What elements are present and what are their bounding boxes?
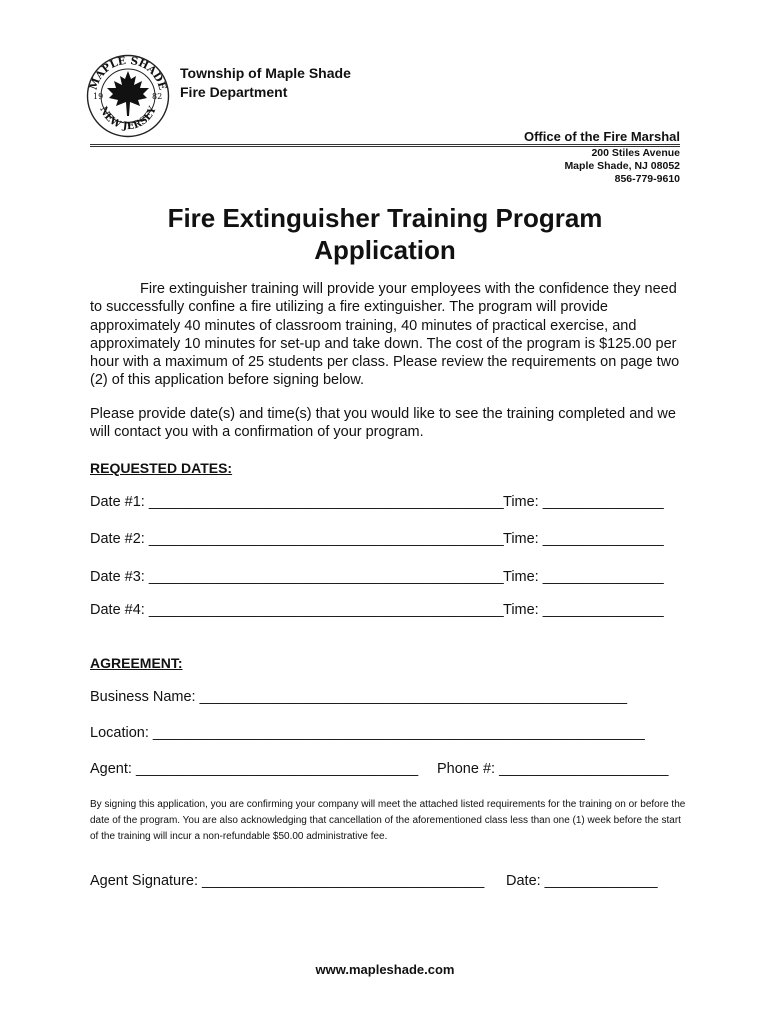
intro-paragraph: Fire extinguisher training will provide your employees with the confidence they need to successfully confine a fire utilizing a fire extinguisher. The program will provide approximately 40 minutes of classroom training, 40 minutes of practical exercise, and approximately 10 minutes for set-up and take down. The cost of the program is $125.00 per hour with a maximum of 25 students per class. Please review the requirements on page two (2) of this application before signing below. [90,281,680,389]
agent-signature-field[interactable]: Agent Signature: ___________________________________ [90,873,485,889]
phone-field[interactable]: Phone #: _____________________ [437,761,669,777]
date-4-field[interactable]: Date #4: ____________________________________________ [90,602,504,618]
date-1-field[interactable]: Date #1: ____________________________________________ [90,494,504,510]
requested-dates-heading: REQUESTED DATES: [90,460,233,476]
title-line-2: Application [314,235,456,265]
business-name-field[interactable]: Business Name: _____________________________________________________ [90,689,628,705]
time-4-field[interactable]: Time: _______________ [503,602,664,618]
township-name: Township of Maple Shade [180,65,351,81]
footer-website: www.mapleshade.com [315,962,455,977]
address-city: Maple Shade, NJ 08052 [564,160,680,172]
signature-date-field[interactable]: Date: ______________ [506,873,658,889]
title-line-1: Fire Extinguisher Training Program [167,203,603,233]
seal-top-text: MAPLE SHADE [87,54,169,92]
seal-bottom-text: NEW JERSEY [97,104,159,133]
department-name: Fire Department [180,84,288,100]
township-seal [86,54,170,138]
time-2-field[interactable]: Time: _______________ [503,531,664,547]
office-address [564,147,680,186]
address-street: 200 Stiles Avenue [591,147,680,159]
page-title [90,202,680,266]
location-field[interactable]: Location: _____________________________________________________________ [90,725,645,741]
time-3-field[interactable]: Time: _______________ [503,569,664,585]
seal-left-digit: 19 [93,92,104,101]
agreement-heading: AGREEMENT: [90,655,183,671]
request-paragraph: Please provide date(s) and time(s) that you would like to see the training completed and we will contact you with a confirmation of your program. [90,406,676,441]
agreement-fine-print: By signing this application, you are confirming your company will meet the attached listed requirements for the training on or before the date of the program. You are also acknowledging that cancellation of the aforementioned class less than one (1) week before the start of the training will incur a non-refundable $50.00 administrative fee. [90,799,686,842]
date-2-field[interactable]: Date #2: ____________________________________________ [90,531,504,547]
agent-field[interactable]: Agent: ___________________________________ [90,761,419,777]
date-3-field[interactable]: Date #3: ____________________________________________ [90,569,504,585]
address-phone: 856-779-9610 [614,173,680,185]
office-name: Office of the Fire Marshal [523,129,680,144]
time-1-field[interactable]: Time: _______________ [503,494,664,510]
org-name [180,64,351,102]
maple-leaf-icon [107,71,149,116]
seal-right-digit: 82 [152,92,163,101]
